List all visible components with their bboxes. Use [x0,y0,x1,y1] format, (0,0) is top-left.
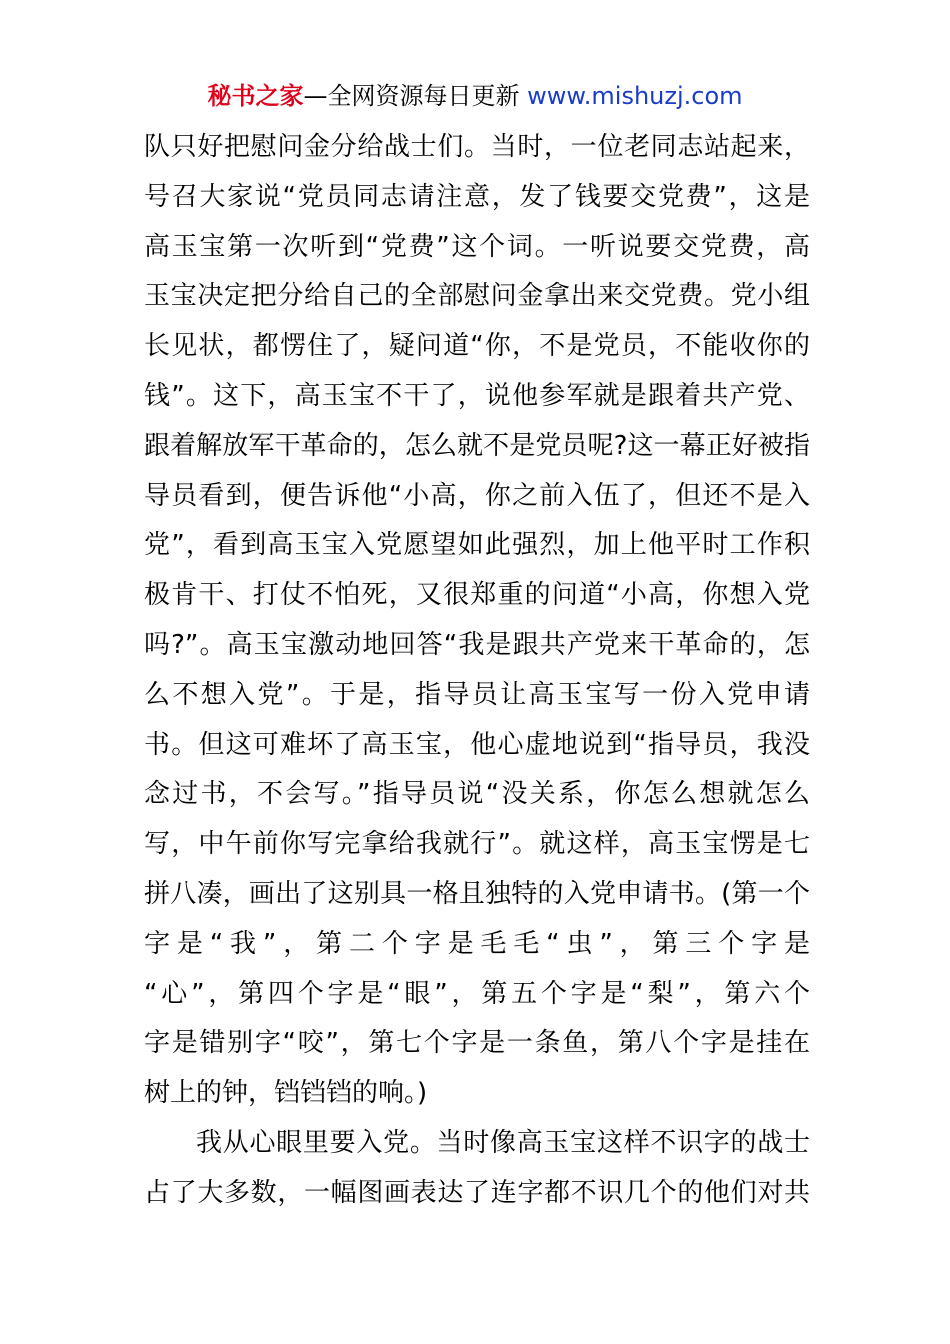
text-line: 吗?”。高玉宝激动地回答“我是跟共产党来干革命的，怎 [144,629,810,660]
text-line: 号召大家说“党员同志请注意，发了钱要交党费”，这是 [144,181,810,212]
text-line: 写，中午前你写完拿给我就行”。就这样，高玉宝愣是七 [144,829,810,860]
text-line: “心”，第四个字是“眼”，第五个字是“梨”，第六个 [144,978,810,1009]
site-url-link[interactable]: www.mishuzj.com [527,82,743,110]
text-line: 字是错别字“咬”，第七个字是一条鱼，第八个字是挂在 [144,1028,810,1059]
text-line: 树上的钟，铛铛铛的响。) [144,1078,428,1109]
site-header [0,80,950,112]
text-line: 长见状，都愣住了，疑问道“你，不是党员，不能收你的 [144,331,810,362]
text-line: 队只好把慰问金分给战士们。当时，一位老同志站起来， [144,132,810,162]
text-line: 字是“我”，第二个字是毛毛“虫”，第三个字是 [144,928,810,959]
text-line: 跟着解放军干革命的，怎么就不是党员呢?这一幕正好被指 [144,430,810,461]
text-line: 导员看到，便告诉他“小高，你之前入伍了，但还不是入 [144,480,810,511]
text-line: 高玉宝第一次听到“党费”这个词。一听说要交党费，高 [144,231,810,262]
text-line: 么不想入党”。于是，指导员让高玉宝写一份入党申请 [144,679,810,710]
text-line: 念过书，不会写。”指导员说“没关系，你怎么想就怎么 [144,779,810,810]
brand-name: 秘书之家 [207,82,304,110]
text-line: 玉宝决定把分给自己的全部慰问金拿出来交党费。党小组 [144,281,810,312]
text-line: 我从心眼里要入党。当时像高玉宝这样不识字的战士 [196,1127,810,1158]
text-line: 党”，看到高玉宝入党愿望如此强烈，加上他平时工作积 [144,530,810,561]
document-body [144,123,810,1219]
text-line: 钱”。这下，高玉宝不干了，说他参军就是跟着共产党、 [144,380,810,411]
header-tagline: —全网资源每日更新 [303,82,528,110]
text-line: 极肯干、打仗不怕死，又很郑重的问道“小高，你想入党 [144,580,810,611]
text-line: 占了大多数，一幅图画表达了连字都不识几个的他们对共 [144,1177,810,1208]
text-line: 书。但这可难坏了高玉宝，他心虚地说到“指导员，我没 [144,729,810,760]
text-line: 拼八凑，画出了这别具一格且独特的入党申请书。(第一个 [144,878,810,909]
